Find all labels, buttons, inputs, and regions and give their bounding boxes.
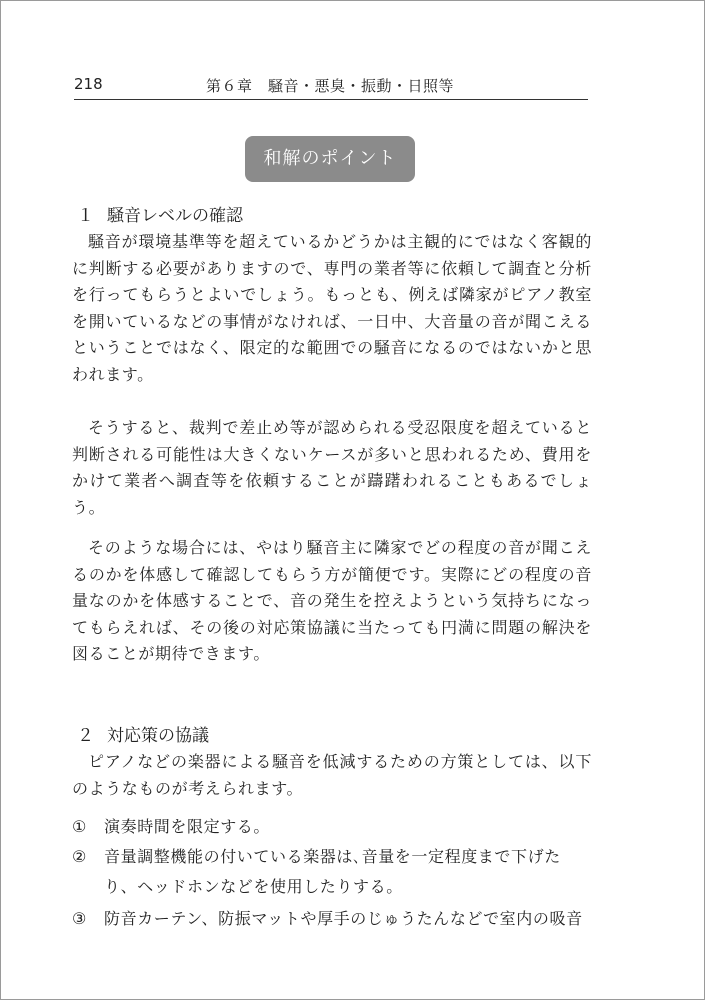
section-title: 騒音レベルの確認 xyxy=(107,206,243,226)
list-text: 演奏時間を限定する。 xyxy=(104,817,271,836)
list-item xyxy=(72,812,592,842)
section-title: 対応策の協議 xyxy=(107,726,209,746)
section-number: ２ xyxy=(77,726,94,746)
list-text: 防音カーテン、防振マットや厚手のじゅうたんなどで室内の吸音 xyxy=(104,909,583,928)
running-header xyxy=(74,73,588,100)
paragraph: 騒音が環境基準等を超えているかどうかは主観的にではなく客観的に判断する必要がありますので、専門の業者等に依頼して調査と分析を行ってもらうとよいでしょう。もっとも、例えば隣家がピアノ教室を開いているなどの事情がなければ、一日中、大音量の音が聞こえるということではなく、限定的な範囲での騒音になるのではないかと思われます。 xyxy=(72,232,592,384)
list-marker: ② xyxy=(72,847,87,866)
point-heading-box: 和解のポイント xyxy=(245,136,415,182)
paragraph: ピアノなどの楽器による騒音を低減するための方策としては、以下のようなものが考えられます。 xyxy=(72,752,592,798)
list-marker: ③ xyxy=(72,909,87,928)
list-marker: ① xyxy=(72,817,87,836)
list-item xyxy=(72,904,592,934)
section-heading-1 xyxy=(77,201,243,226)
list-item xyxy=(72,842,592,902)
page-number: 218 xyxy=(74,75,103,93)
paragraph: そうすると、裁判で差止め等が認められる受忍限度を超えていると判断される可能性は大きくないケースが多いと思われるため、費用をかけて業者へ調査等を依頼することが躊躇われることもあるでしょう。 xyxy=(72,418,592,517)
chapter-title: 第６章 騒音・悪臭・振動・日照等 xyxy=(206,77,455,95)
paragraph: そのような場合には、やはり騒音主に隣家でどの程度の音が聞こえるのかを体感して確認してもらう方が簡便です。実際にどの程度の音量なのかを体感することで、音の発生を控えようという気持ちになってもらえれば、その後の対応策協議に当たっても円満に問題の解決を図ることが期待できます。 xyxy=(72,538,592,664)
section-number: １ xyxy=(77,206,94,226)
list-text: 音量調整機能の付いている楽器は､音量を一定程度まで下げたり、ヘッドホンなどを使用したりする。 xyxy=(104,847,561,896)
section-heading-2 xyxy=(77,721,209,746)
